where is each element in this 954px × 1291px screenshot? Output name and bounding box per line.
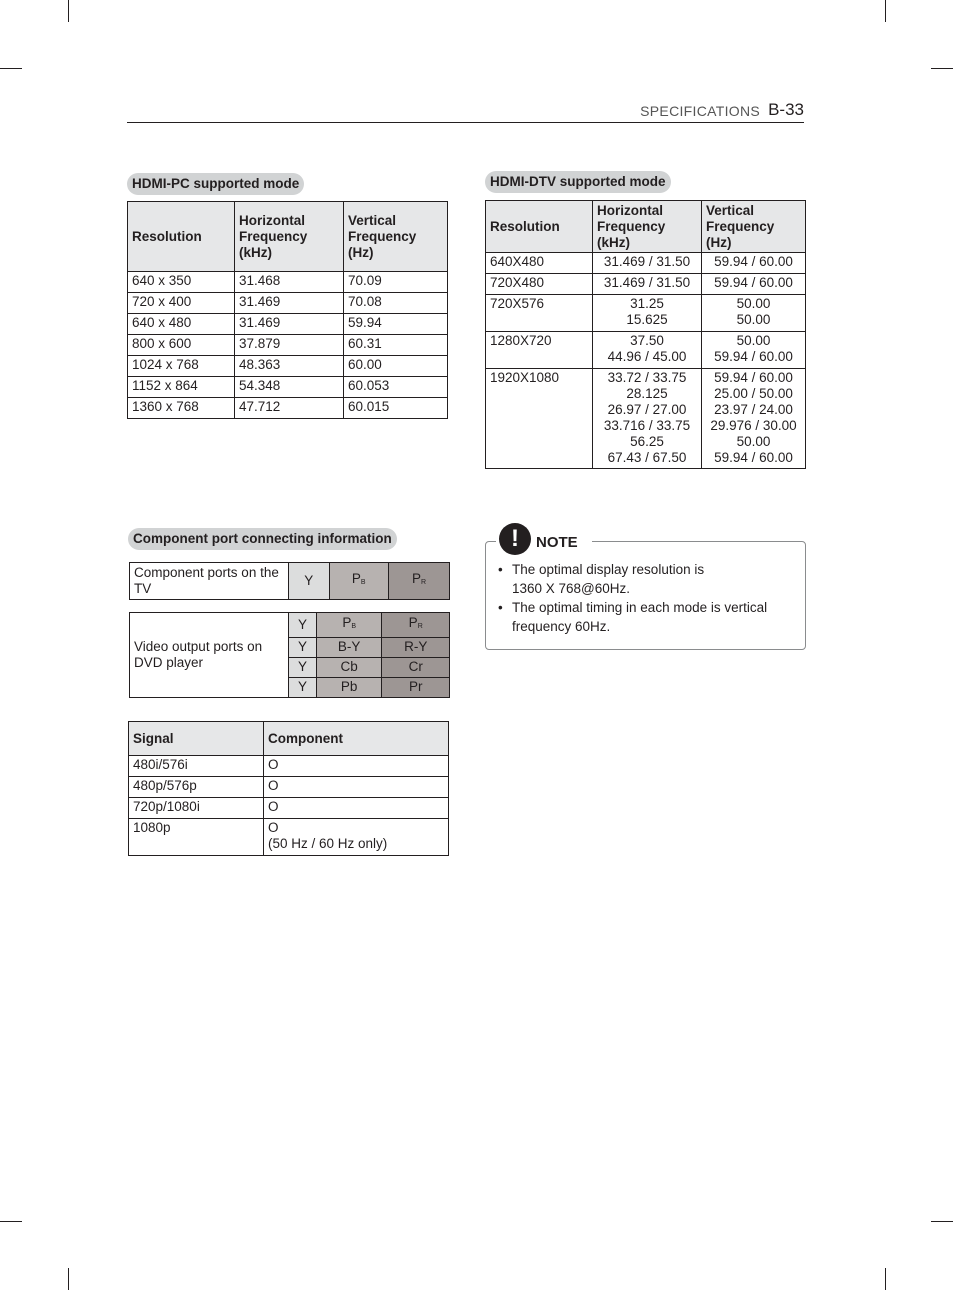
table-cell: 59.94	[344, 314, 448, 335]
table-row	[129, 756, 449, 777]
table-row	[486, 332, 806, 369]
page-header	[127, 100, 804, 123]
column-header: Signal	[129, 722, 264, 756]
table-cell: 640 x 480	[128, 314, 235, 335]
column-header: Component	[264, 722, 449, 756]
table-row	[128, 356, 448, 377]
table-cell: 60.00	[344, 356, 448, 377]
table-cell: 59.94 / 60.00	[702, 253, 806, 274]
table-cell: 31.468	[235, 272, 344, 293]
table-cell: 31.469	[235, 314, 344, 335]
hdmi-pc-title: HDMI-PC supported mode	[127, 173, 304, 195]
table-row	[128, 314, 448, 335]
port-pb: PB	[316, 613, 382, 638]
table-cell: 54.348	[235, 377, 344, 398]
tv-ports-table	[129, 562, 450, 600]
component-info-title: Component port connecting information	[128, 528, 397, 550]
table-cell: 800 x 600	[128, 335, 235, 356]
crop-mark	[68, 0, 69, 22]
table-cell: 33.72 / 33.75 28.125 26.97 / 27.00 33.716 / 33.75 56.25 67.43 / 67.50	[593, 369, 702, 469]
column-header: Vertical Frequency (Hz)	[702, 201, 806, 253]
table-cell: 37.50 44.96 / 45.00	[593, 332, 702, 369]
tv-ports-label: Component ports on the TV	[130, 563, 289, 600]
table-cell: 60.31	[344, 335, 448, 356]
port-pr: PR	[388, 563, 449, 600]
table-cell: 48.363	[235, 356, 344, 377]
table-cell: 480i/576i	[129, 756, 264, 777]
table-row	[128, 272, 448, 293]
port-pr: Pr	[382, 677, 450, 697]
table-cell: 37.879	[235, 335, 344, 356]
table-cell: O	[264, 777, 449, 798]
table-row	[128, 398, 448, 419]
table-cell: 1920X1080	[486, 369, 593, 469]
table-row	[128, 377, 448, 398]
table-cell: 640 x 350	[128, 272, 235, 293]
note-title: NOTE	[536, 534, 578, 551]
table-cell: 1360 x 768	[128, 398, 235, 419]
crop-mark	[931, 68, 953, 69]
table-cell: 31.469 / 31.50	[593, 253, 702, 274]
table-cell: 59.94 / 60.00	[702, 274, 806, 295]
table-cell: 480p/576p	[129, 777, 264, 798]
table-cell: 50.00 50.00	[702, 295, 806, 332]
table-cell: 720X576	[486, 295, 593, 332]
column-header: Horizontal Frequency (kHz)	[593, 201, 702, 253]
table-cell: 1280X720	[486, 332, 593, 369]
table-row	[486, 295, 806, 332]
crop-mark	[885, 0, 886, 22]
port-pr: Cr	[382, 657, 450, 677]
crop-mark	[0, 68, 22, 69]
table-row	[486, 369, 806, 469]
table-cell: 70.08	[344, 293, 448, 314]
port-pb: Pb	[316, 677, 382, 697]
table-cell: 1152 x 864	[128, 377, 235, 398]
note-item: • The optimal display resolution is 1360 X 768@60Hz.	[498, 562, 705, 596]
table-cell: 720 x 400	[128, 293, 235, 314]
port-pb: Cb	[316, 657, 382, 677]
port-y: Y	[289, 657, 317, 677]
note-box	[485, 525, 806, 650]
column-header: Resolution	[486, 201, 593, 253]
table-cell: 47.712	[235, 398, 344, 419]
port-pr: PR	[382, 613, 450, 638]
table-row	[128, 293, 448, 314]
column-header: Horizontal Frequency (kHz)	[235, 202, 344, 272]
table-cell: 1024 x 768	[128, 356, 235, 377]
table-cell: 60.053	[344, 377, 448, 398]
table-cell: 70.09	[344, 272, 448, 293]
table-row	[486, 274, 806, 295]
table-cell: 720X480	[486, 274, 593, 295]
table-cell: 50.00 59.94 / 60.00	[702, 332, 806, 369]
table-row	[486, 253, 806, 274]
port-pb: B-Y	[316, 637, 382, 657]
table-cell: 60.015	[344, 398, 448, 419]
table-cell: 720p/1080i	[129, 798, 264, 819]
port-y: Y	[289, 563, 330, 600]
port-pb: PB	[329, 563, 388, 600]
table-cell: 640X480	[486, 253, 593, 274]
section-title: SPECIFICATIONS	[640, 103, 760, 119]
table-cell: O	[264, 798, 449, 819]
port-pr: R-Y	[382, 637, 450, 657]
table-cell: 59.94 / 60.00 25.00 / 50.00 23.97 / 24.00 29.976 / 30.00 50.00 59.94 / 60.00	[702, 369, 806, 469]
crop-mark	[68, 1268, 69, 1290]
dvd-ports-table	[129, 612, 450, 698]
table-cell: O	[264, 756, 449, 777]
table-cell: 31.469 / 31.50	[593, 274, 702, 295]
crop-mark	[931, 1221, 953, 1222]
note-list	[498, 560, 798, 636]
port-y: Y	[289, 677, 317, 697]
signal-table	[128, 721, 449, 856]
note-item: • The optimal timing in each mode is vertical frequency 60Hz.	[498, 600, 768, 634]
column-header: Vertical Frequency (Hz)	[344, 202, 448, 272]
exclamation-icon: !	[499, 523, 531, 555]
hdmi-dtv-table	[485, 200, 806, 469]
table-cell: O (50 Hz / 60 Hz only)	[264, 819, 449, 856]
hdmi-pc-table	[127, 201, 448, 419]
crop-mark	[885, 1268, 886, 1290]
table-cell: 31.469	[235, 293, 344, 314]
column-header: Resolution	[128, 202, 235, 272]
table-cell: 1080p	[129, 819, 264, 856]
port-y: Y	[289, 613, 317, 638]
table-row	[129, 777, 449, 798]
dvd-ports-label: Video output ports on DVD player	[130, 613, 289, 698]
crop-mark	[0, 1221, 22, 1222]
hdmi-dtv-title: HDMI-DTV supported mode	[485, 171, 671, 193]
table-row	[128, 335, 448, 356]
page-number: B-33	[768, 100, 804, 119]
table-cell: 31.25 15.625	[593, 295, 702, 332]
table-row	[129, 819, 449, 856]
port-y: Y	[289, 637, 317, 657]
table-row	[129, 798, 449, 819]
